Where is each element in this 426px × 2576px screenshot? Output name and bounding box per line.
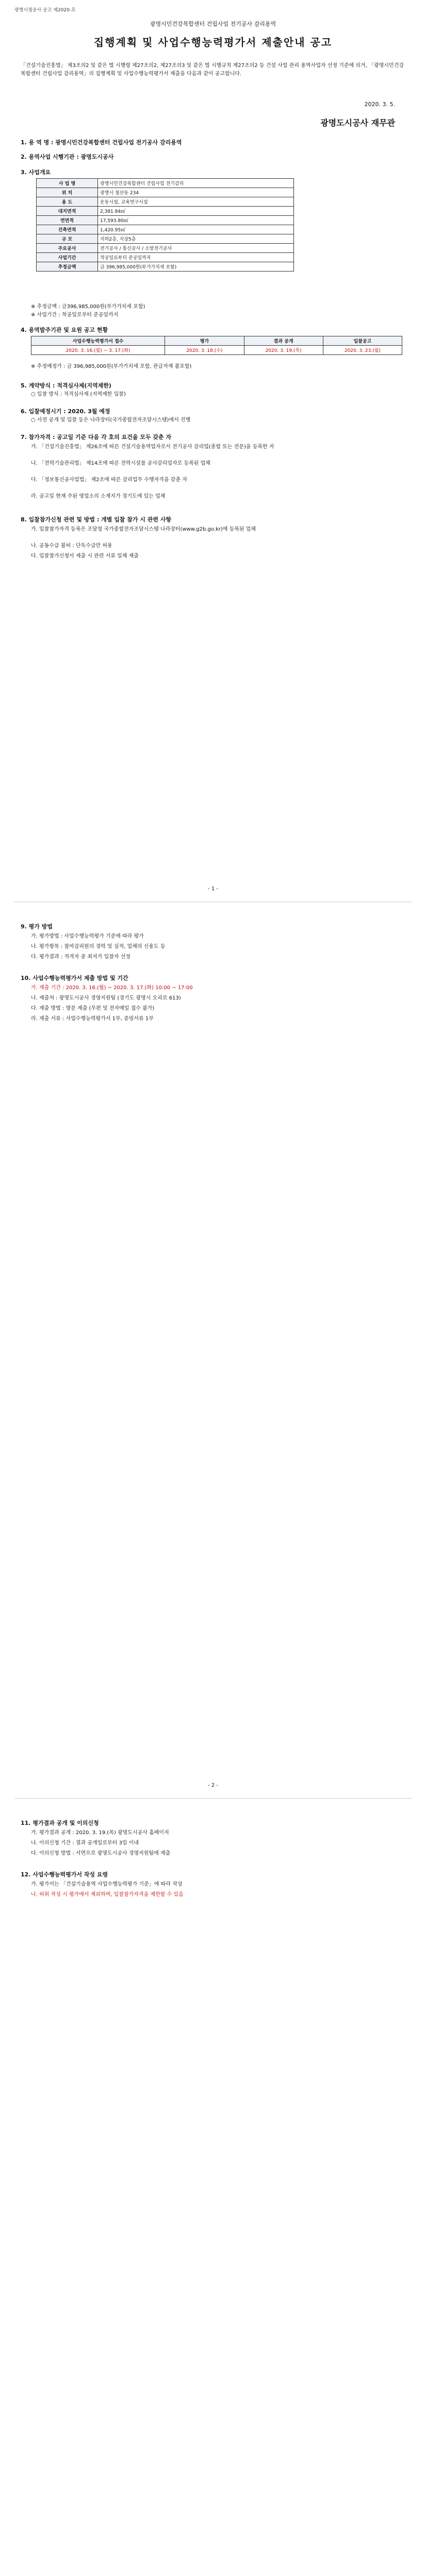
notice-date: 2020. 3. 5. — [364, 101, 395, 108]
breadcrumb: 광명시청공사 공고 제2020-호 — [14, 8, 76, 13]
overview-key: 건축면적 — [37, 225, 98, 234]
overview-row — [37, 216, 294, 225]
overview-key: 대지면적 — [37, 207, 98, 216]
schedule-header: 입찰공고 — [323, 336, 402, 346]
section-11: 11. 평가결과 공개 및 이의신청 — [21, 1820, 99, 1826]
schedule-cell: 2020. 3. 19.(목) — [244, 346, 323, 355]
bid-registration-c: 다. 입찰참가신청서 제출 시 관련 서류 일체 제출 — [31, 553, 139, 559]
qualification-b: 나. 「전력기술관리법」 제14조에 따른 전력시설물 공사감리업자로 등록된 업체 — [31, 461, 210, 466]
schedule-cell: 2020. 3. 16.(월) ~ 3. 17.(화) — [31, 346, 165, 355]
overview-key: 연면적 — [37, 216, 98, 225]
submission-documents: 라. 제출 서류 : 사업수행능력평가서 1부, 증빙서류 1부 — [31, 1016, 154, 1022]
section-6: 6. 입찰예정시기 : 2020. 3월 예정 — [21, 408, 110, 415]
overview-key: 위 치 — [37, 188, 98, 197]
overview-key: 추정금액 — [37, 262, 98, 272]
submission-method: 다. 제출 방법 : 방문 제출 (우편 및 전자메일 접수 불가) — [31, 1006, 155, 1011]
overview-value: 17,593.80㎡ — [98, 216, 294, 225]
section-7: 7. 참가자격 : 공고일 기준 다음 각 호의 요건을 모두 갖춘 자 — [21, 434, 172, 440]
section-8: 8. 입찰참가신청 관련 및 방법 : 개별 입찰 참가 시 관련 사항 — [21, 516, 172, 523]
qualification-c: 다. 「정보통신공사업법」 제2조에 따른 감리업무 수행자격을 갖춘 자 — [31, 477, 187, 483]
bid-registration-b: 나. 공동수급 불허 : 단독수급만 허용 — [31, 543, 112, 549]
overview-value: 착공일로부터 준공일까지 — [98, 253, 294, 262]
overview-key: 사 업 명 — [37, 179, 98, 188]
overview-key: 용 도 — [37, 197, 98, 207]
schedule-table — [31, 336, 402, 355]
section-12: 12. 사업수행능력평가서 작성 요령 — [21, 1871, 108, 1878]
overview-value: 1,420.95㎡ — [98, 225, 294, 234]
overview-value: 운동시설, 교육연구시설 — [98, 197, 294, 207]
overview-value: 광명시민건강복합센터 건립사업 전기감리 — [98, 179, 294, 188]
schedule-header: 평가 — [165, 336, 244, 346]
evaluation-b: 나. 평가항목 : 참여감리원의 경력 및 실적, 업체의 신용도 등 — [31, 944, 166, 950]
overview-key: 규 모 — [37, 234, 98, 244]
section-5: 5. 계약방식 : 적격심사제(지역제한) — [21, 382, 111, 389]
subtitle: 광명시민건강복합센터 건립사업 전기공사 감리용역 — [150, 21, 276, 27]
section-1: 1. 용 역 명 : 광명시민건강복합센터 건립사업 전기공사 감리용역 — [21, 139, 182, 146]
overview-row — [37, 179, 294, 188]
schedule-header: 결과 공개 — [244, 336, 323, 346]
overview-row — [37, 225, 294, 234]
evaluation-a: 가. 평가방법 : 사업수행능력평가 기준에 따라 평가 — [31, 934, 144, 939]
overview-value: 지하2층, 지상5층 — [98, 234, 294, 244]
overview-row — [37, 207, 294, 216]
section-3: 3. 사업개요 — [21, 169, 51, 176]
overview-row — [37, 253, 294, 262]
issuing-organization: 광명도시공사 재무관 — [320, 118, 395, 128]
overview-note-period: ※ 사업기간 : 착공일로부터 준공일까지 — [31, 312, 119, 318]
intro-paragraph: 「건설기술진흥법」 제3조의2 및 같은 법 시행령 제27조의2, 제27조의3 및 같은 법 시행규칙 제27조의2 등 건설 사업 관리 용역사업자 선정 기준에 의거, 「광명시민건강복합센터 건립사업 감리용역」의 집행계획 및 사업수행능력평가서 제출을 다음과 같이 공고합니다. — [21, 63, 404, 77]
overview-row — [37, 188, 294, 197]
overview-row — [37, 197, 294, 207]
overview-row — [37, 234, 294, 244]
overview-value: 2,381.84㎡ — [98, 207, 294, 216]
qualification-a: 가. 「건설기술진흥법」 제26조에 따른 건설기술용역업자로서 전기공사 감리업(종합 또는 전문)을 등록한 자 — [31, 444, 274, 450]
writing-guide-b: 나. 허위 작성 시 평가에서 제외하며, 입찰참가자격을 제한할 수 있음 — [31, 1892, 184, 1897]
writing-guide-a: 가. 평가서는 「건설기술용역 사업수행능력평가 기준」에 따라 작성 — [31, 1882, 183, 1887]
result-disclosure: 가. 평가결과 공개 : 2020. 3. 19.(목) 광명도시공사 홈페이지 — [31, 1830, 169, 1836]
overview-value: 광명시 철산동 234 — [98, 188, 294, 197]
submission-period: 가. 제출 기간 : 2020. 3. 16.(월) ~ 2020. 3. 17.(화) 10:00 ~ 17:00 — [31, 985, 193, 991]
evaluation-c: 다. 평가결과 : 적격자 중 최저가 입찰자 선정 — [31, 954, 131, 960]
estimated-price-note: ※ 추정예정가 : 금 396,985,000원(부가가치세 포함, 관급자재 불포함) — [31, 364, 192, 369]
objection-method: 다. 이의신청 방법 : 서면으로 광명도시공사 경영지원팀에 제출 — [31, 1851, 171, 1856]
section-10: 10. 사업수행능력평가서 제출 방법 및 기간 — [21, 975, 128, 981]
schedule-header: 사업수행능력평가서 접수 — [31, 336, 165, 346]
page-divider — [14, 1798, 412, 1799]
submission-place: 나. 제출처 : 광명도시공사 경영지원팀 (경기도 광명시 오리로 613) — [31, 995, 181, 1001]
project-overview-table — [36, 178, 294, 272]
overview-key: 사업기간 — [37, 253, 98, 262]
page-number: - 2 - — [208, 1783, 218, 1788]
section-9: 9. 평가 방법 — [21, 923, 53, 930]
overview-value: 전기공사 / 통신공사 / 소방전기공사 — [98, 244, 294, 253]
page-title: 집행계획 및 사업수행능력평가서 제출안내 공고 — [93, 36, 333, 48]
qualification-d: 라. 공고일 현재 주된 영업소의 소재지가 경기도에 있는 업체 — [31, 494, 166, 499]
overview-value: 금 396,985,000원(부가가치세 포함) — [98, 262, 294, 272]
overview-row — [37, 244, 294, 253]
overview-row — [37, 262, 294, 272]
objection-period: 나. 이의신청 기간 : 결과 공개일로부터 3일 이내 — [31, 1840, 139, 1846]
bid-registration-a: 가. 입찰참가자격 등록은 조달청 국가종합전자조달시스템 나라장터(www.g2b.go.kr)에 등록된 업체 — [31, 527, 256, 532]
schedule-cell: 2020. 3. 23.(월) — [323, 346, 402, 355]
contract-method-note: ○ 입찰 방식 : 적격심사제 (지역제한 입찰) — [31, 392, 126, 397]
section-4: 4. 용역발주기관 및 요원 공고 현황 — [21, 327, 108, 333]
bid-schedule-note: ○ 사전 공개 및 입찰 등은 나라장터(국가종합전자조달시스템)에서 진행 — [31, 417, 191, 423]
overview-note-amount: ※ 추정금액 : 금396,985,000원(부가가치세 포함) — [31, 304, 145, 310]
overview-key: 주요공사 — [37, 244, 98, 253]
section-2: 2. 용역사업 시행기관 : 광명도시공사 — [21, 154, 114, 160]
page-number: - 1 - — [208, 886, 218, 892]
schedule-cell: 2020. 3. 18.(수) — [165, 346, 244, 355]
